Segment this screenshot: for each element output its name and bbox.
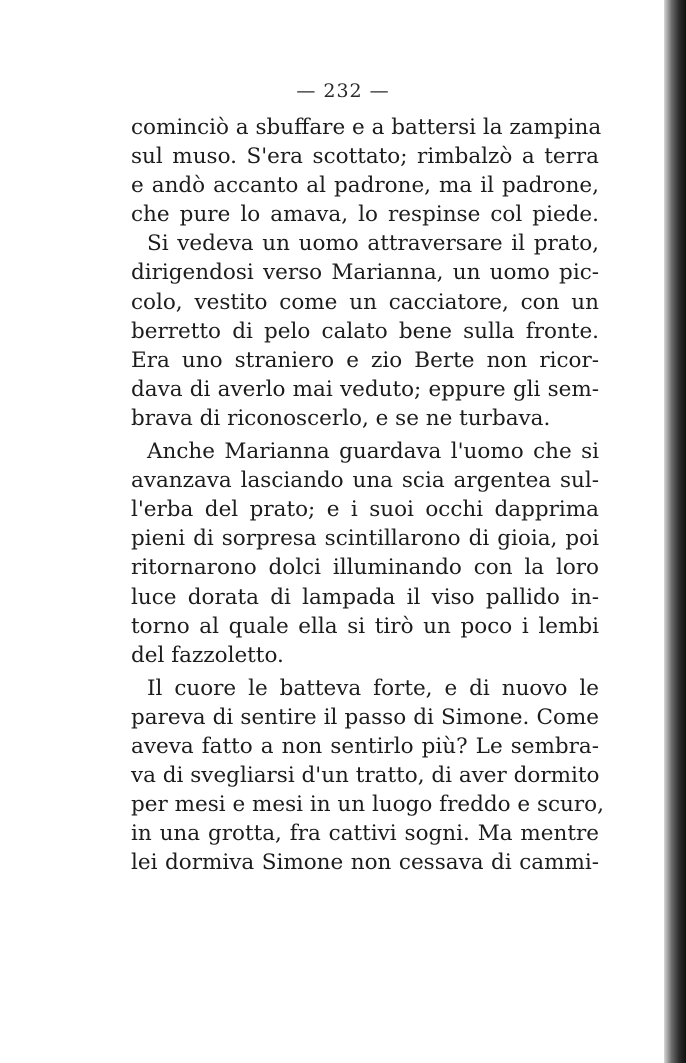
page-edge-shadow [664, 0, 686, 1063]
text-line: avanzava lasciando una scia argentea sul- [131, 468, 599, 494]
text-line: dava di averlo mai veduto; eppure gli sem- [131, 376, 599, 402]
text-line: in una grotta, fra cattivi sogni. Ma mentre [131, 821, 599, 847]
text-line: Anche Marianna guardava l'uomo che si [147, 439, 599, 465]
text-line: torno al quale ella si tirò un poco i lembi [131, 613, 599, 639]
text-line: brava di riconoscerlo, e se ne turbava. [131, 405, 551, 431]
text-line: l'erba del prato; e i suoi occhi dapprima [131, 497, 599, 523]
text-line: pareva di sentire il passo di Simone. Come [131, 704, 599, 730]
text-line: ritornarono dolci illuminando con la loro [131, 555, 599, 581]
text-line: del fazzoletto. [131, 642, 284, 668]
text-line: pieni di sorpresa scintillarono di gioia, poi [131, 526, 599, 552]
text-line: Il cuore le batteva forte, e di nuovo le [147, 675, 599, 701]
text-line: che pure lo amava, lo respinse col piede. [131, 202, 599, 228]
text-line: berretto di pelo calato bene sulla fronte. [131, 318, 599, 344]
text-line: sul muso. S'era scottato; rimbalzò a terra [131, 144, 599, 170]
text-line: dirigendosi verso Marianna, un uomo pic- [131, 260, 599, 286]
text-line: cominciò a sbuffare e a battersi la zampina [131, 115, 602, 140]
body-text [131, 113, 604, 877]
text-line: Si vedeva un uomo attraversare il prato, [147, 231, 599, 257]
page-number: — 232 — [296, 80, 390, 102]
text-line: colo, vestito come un cacciatore, con un [131, 289, 599, 315]
text-line: aveva fatto a non sentirlo più? Le sembra- [131, 733, 599, 759]
text-line: e andò accanto al padrone, ma il padrone, [131, 173, 599, 199]
text-line: per mesi e mesi in un luogo freddo e scuro, [131, 792, 604, 818]
text-line: va di svegliarsi d'un tratto, di aver dormito [131, 763, 600, 789]
text-line: lei dormiva Simone non cessava di cammi- [131, 850, 599, 876]
text-line: luce dorata di lampada il viso pallido in- [131, 584, 599, 610]
text-line: Era uno straniero e zio Berte non ricor- [131, 347, 599, 373]
